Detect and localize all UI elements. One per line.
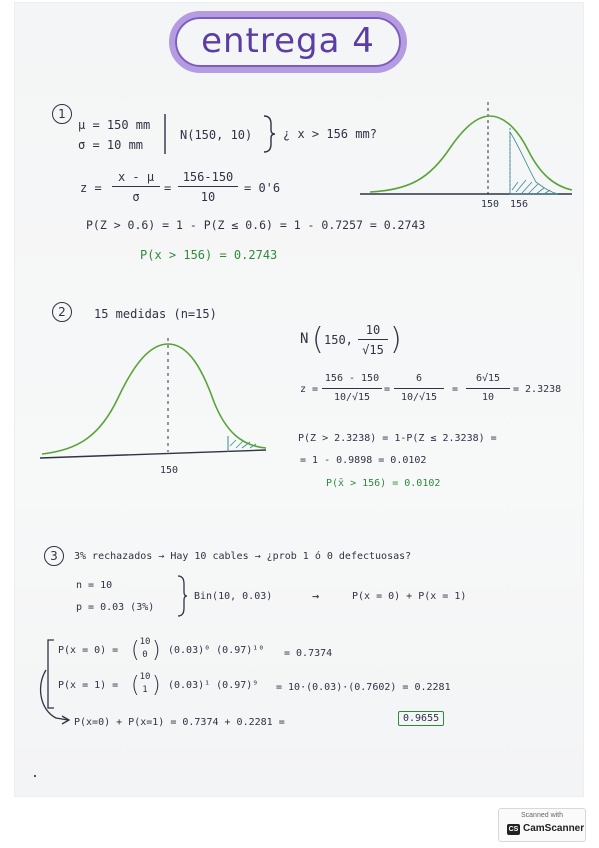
p1-sigma: σ = 10 mm bbox=[78, 138, 144, 152]
p3-l2-binom-top: 10 bbox=[139, 672, 151, 682]
p2-dist-open-paren: ( bbox=[312, 322, 324, 357]
p3-l1-lhs: P(x = 0) = bbox=[58, 645, 119, 656]
p3-l2-paren-close: ) bbox=[152, 673, 161, 698]
p3-l1-paren-close: ) bbox=[152, 638, 161, 663]
p2-dist-bar bbox=[358, 339, 388, 340]
p2-f3-num: 6√15 bbox=[475, 373, 501, 384]
p2-dist-close-paren: ) bbox=[390, 322, 402, 357]
p1-question: ¿ x > 156 mm? bbox=[283, 127, 377, 141]
p2-graph-axis bbox=[40, 450, 266, 458]
p2-f3-den: 10 bbox=[481, 392, 495, 403]
p2-eq-1: = bbox=[384, 384, 391, 395]
p1-graph-hatch bbox=[512, 180, 550, 194]
p1-graph-mean-label: 150 bbox=[481, 199, 500, 210]
p3-l1-rest: (0.03)⁰ (0.97)¹⁰ bbox=[168, 645, 265, 656]
p2-graph-curve bbox=[42, 344, 266, 454]
p1-z-frac2-num: 156-150 bbox=[182, 170, 234, 184]
p3-l1-result: = 0.7374 bbox=[284, 648, 333, 659]
p3-l2-lhs: P(x = 1) = bbox=[58, 680, 119, 691]
p1-z-eq: = bbox=[164, 181, 172, 195]
p1-graph-x-label: 156 bbox=[510, 199, 529, 210]
p2-header: 15 medidas (n=15) bbox=[94, 307, 217, 321]
p2-normal-curve-graph bbox=[38, 328, 270, 458]
stamp-brand: CamScanner bbox=[523, 823, 585, 834]
p2-z-result: = 2.3238 bbox=[513, 384, 562, 395]
p3-l2-paren-open: ( bbox=[131, 673, 140, 698]
p1-z-result: = 0'6 bbox=[244, 181, 281, 195]
stray-mark bbox=[34, 775, 36, 777]
p2-f1-num: 156 - 150 bbox=[324, 373, 380, 384]
p1-z-frac2-den: 10 bbox=[200, 190, 216, 204]
p1-divider bbox=[164, 114, 166, 154]
p3-arrow: → bbox=[312, 589, 320, 603]
p1-z-frac1-num: x - μ bbox=[117, 170, 155, 184]
p2-graph-mean-label: 150 bbox=[160, 465, 179, 476]
p3-l2-rest: (0.03)¹ (0.97)⁹ bbox=[168, 680, 259, 691]
problem-1-number: 1 bbox=[52, 104, 72, 124]
p2-eq-2: = bbox=[452, 384, 459, 395]
p2-f2-bar bbox=[394, 388, 444, 389]
p2-prob-line-1: P(Z > 2.3238) = 1-P(Z ≤ 2.3238) = bbox=[298, 433, 497, 444]
p1-normal-curve-graph bbox=[360, 98, 575, 218]
p1-prob-line: P(Z > 0.6) = 1 - P(Z ≤ 0.6) = 1 - 0.7257 = 0.2743 bbox=[86, 218, 426, 232]
p3-final-answer bbox=[398, 713, 444, 724]
p2-f1-den: 10/√15 bbox=[333, 392, 371, 403]
p3-p: p = 0.03 (3%) bbox=[76, 602, 155, 613]
p2-f2-num: 6 bbox=[415, 373, 423, 384]
p3-brace bbox=[176, 574, 188, 618]
p3-n: n = 10 bbox=[76, 580, 113, 591]
p2-f2-den: 10/√15 bbox=[400, 392, 438, 403]
p2-dist-prefix: N bbox=[300, 331, 309, 347]
p2-dist-den: √15 bbox=[362, 343, 384, 357]
p3-final-lhs: P(x=0) + P(x=1) = 0.7374 + 0.2281 = bbox=[74, 717, 285, 728]
p1-brace bbox=[262, 114, 276, 154]
p3-final-answer-box: 0.9655 bbox=[398, 711, 444, 726]
p3-l1-paren-open: ( bbox=[131, 638, 140, 663]
p3-l1-binom-top: 10 bbox=[139, 637, 151, 647]
p1-frac2-bar bbox=[178, 186, 238, 187]
p1-distribution: N(150, 10) bbox=[180, 128, 253, 142]
p1-frac1-bar bbox=[112, 186, 160, 187]
p2-answer: P(x̄ > 156) = 0.0102 bbox=[326, 478, 441, 489]
p3-l2-binom-bot: 1 bbox=[142, 685, 148, 695]
p2-prob-line-2: = 1 - 0.9898 = 0.0102 bbox=[300, 455, 427, 466]
p1-z-lhs: z = bbox=[80, 181, 102, 195]
p1-mu: μ = 150 mm bbox=[78, 118, 151, 132]
p2-f3-bar bbox=[466, 388, 510, 389]
p1-graph-tail-region bbox=[510, 132, 558, 194]
p3-l1-binom-bot: 0 bbox=[142, 650, 148, 660]
p1-z-frac1-den: σ bbox=[132, 190, 140, 204]
p3-sum-terms: P(x = 0) + P(x = 1) bbox=[352, 591, 467, 602]
title-banner bbox=[168, 8, 408, 74]
stamp-line1: Scanned with bbox=[520, 812, 564, 819]
problem-3-number: 3 bbox=[44, 546, 64, 566]
p3-header: 3% rechazados → Hay 10 cables → ¿prob 1 ó 0 defectuosas? bbox=[74, 551, 412, 562]
p1-answer: P(x > 156) = 0.2743 bbox=[140, 248, 278, 262]
p3-binomial: Bin(10, 0.03) bbox=[194, 591, 273, 602]
camscanner-logo-icon: CS bbox=[508, 826, 519, 833]
p2-dist-mean: 150, bbox=[324, 333, 353, 347]
p2-f1-bar bbox=[322, 388, 382, 389]
p3-l2-result: = 10·(0.03)·(0.7602) = 0.2281 bbox=[276, 682, 451, 693]
page-title: entrega 4 bbox=[201, 21, 375, 61]
p1-graph-curve bbox=[370, 116, 572, 192]
p2-z-lhs: z = bbox=[300, 384, 319, 395]
problem-2-number: 2 bbox=[52, 302, 72, 322]
p2-dist-num: 10 bbox=[365, 323, 381, 337]
camscanner-stamp bbox=[498, 808, 586, 842]
